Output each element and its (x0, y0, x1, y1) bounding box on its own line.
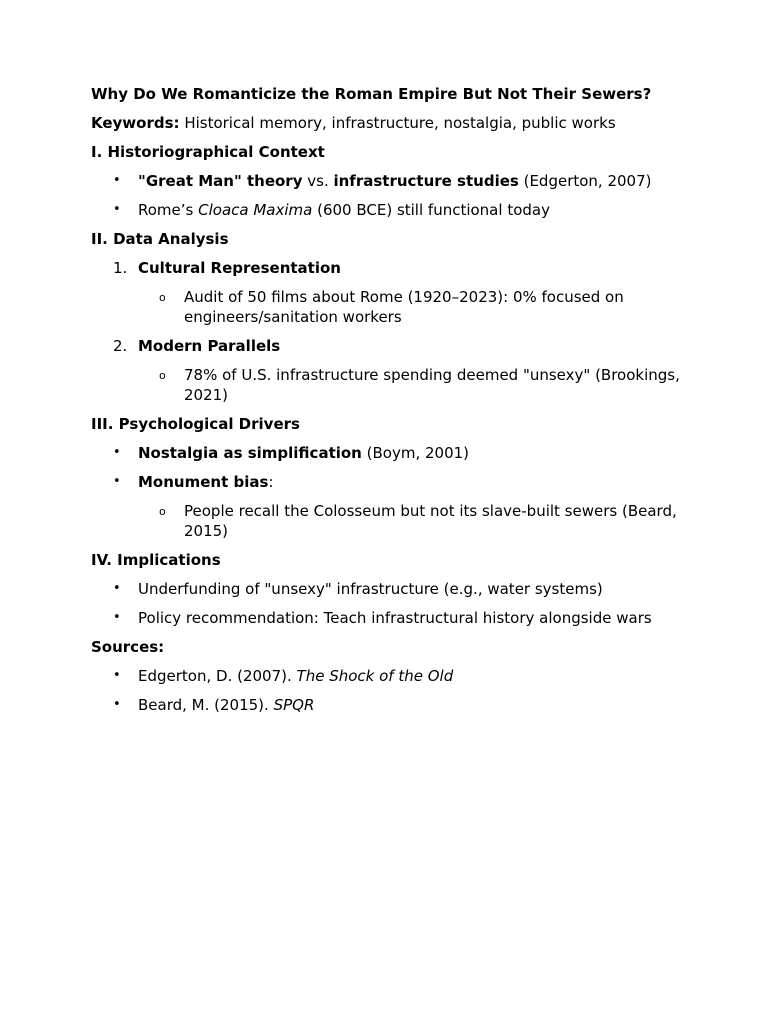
section-heading-implications: IV. Implications (91, 551, 221, 569)
list-item: • Nostalgia as simplification (Boym, 2001) (113, 444, 470, 462)
circle-bullet-icon: o (159, 505, 166, 518)
list-item: • Rome’s Cloaca Maxima (600 BCE) still functional today (113, 201, 550, 219)
document-page (91, 84, 691, 724)
sources-heading: Sources: (91, 638, 165, 656)
keywords-text: Historical memory, infrastructure, nostalgia, public works (179, 114, 616, 132)
bullet-icon: • (113, 202, 121, 217)
sub-list-item: o 78% of U.S. infrastructure spending deemed "unsexy" (Brookings, 2021) (159, 366, 680, 404)
list-number: 1. (113, 259, 128, 277)
list-number: 2. (113, 337, 128, 355)
numbered-item: 1. Cultural Representation (113, 259, 341, 277)
list-item: • Monument bias: (113, 473, 274, 491)
numbered-item: 2. Modern Parallels (113, 337, 281, 355)
list-item: • Underfunding of "unsexy" infrastructure (e.g., water systems) (113, 580, 603, 598)
list-item: • Policy recommendation: Teach infrastructural history alongside wars (113, 609, 652, 627)
circle-bullet-icon: o (159, 369, 166, 382)
section-heading-historiographical: I. Historiographical Context (91, 143, 325, 161)
list-item: • Beard, M. (2015). SPQR (113, 696, 315, 714)
bullet-icon: • (113, 173, 121, 188)
document-title: Why Do We Romanticize the Roman Empire But Not Their Sewers? (91, 85, 652, 103)
sub-list-item: o People recall the Colosseum but not its slave-built sewers (Beard, 2015) (159, 502, 677, 540)
bullet-icon: • (113, 474, 121, 489)
section-heading-psychological: III. Psychological Drivers (91, 415, 300, 433)
bullet-icon: • (113, 445, 121, 460)
sub-list-item: o Audit of 50 films about Rome (1920–2023): 0% focused on engineers/sanitation workers (159, 288, 624, 326)
bullet-icon: • (113, 610, 121, 625)
list-item: • "Great Man" theory vs. infrastructure studies (Edgerton, 2007) (113, 172, 652, 190)
section-heading-data-analysis: II. Data Analysis (91, 230, 229, 248)
circle-bullet-icon: o (159, 291, 166, 304)
bullet-icon: • (113, 581, 121, 596)
keywords-label: Keywords: (91, 114, 180, 132)
list-item: • Edgerton, D. (2007). The Shock of the Old (113, 667, 454, 685)
bullet-icon: • (113, 697, 121, 712)
bullet-icon: • (113, 668, 121, 683)
keywords-line (91, 113, 691, 133)
